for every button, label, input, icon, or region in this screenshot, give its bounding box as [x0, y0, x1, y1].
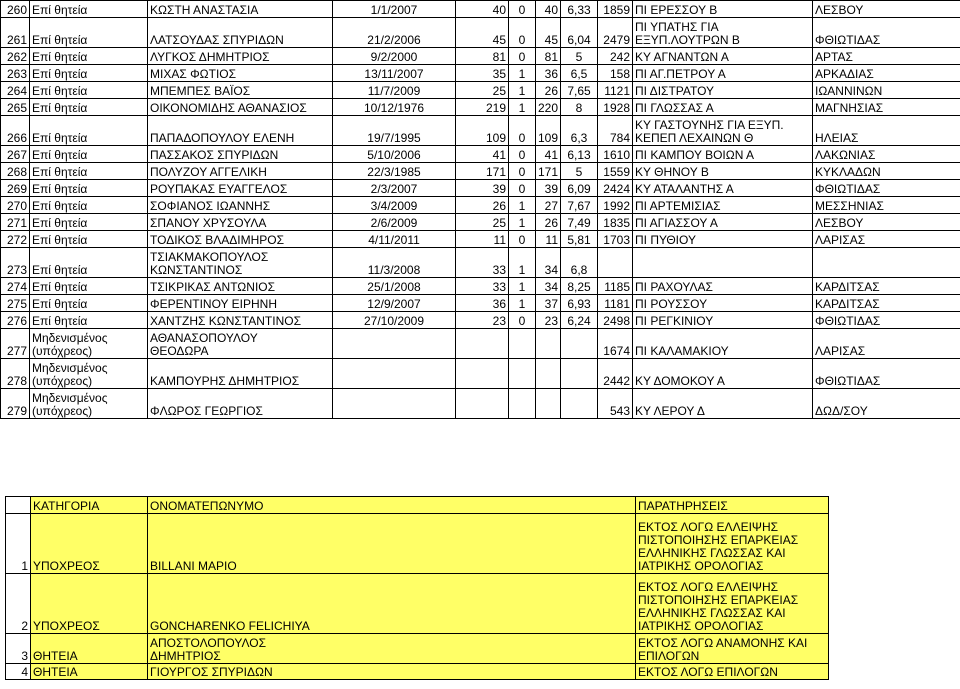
- row-number-cell: 274: [1, 278, 30, 295]
- row-number-cell: 278: [1, 359, 30, 389]
- name-cell: ΠΟΛΥΖΟΥ ΑΓΓΕΛΙΚΗ: [148, 163, 333, 180]
- table-row: [1, 65, 960, 82]
- value-b-cell: [509, 389, 536, 419]
- row-number-cell: 267: [1, 146, 30, 163]
- table-row: [1, 248, 960, 278]
- table-row: [1, 1, 960, 18]
- value-a-cell: 23: [456, 312, 509, 329]
- value-a-cell: 25: [456, 82, 509, 99]
- table-row: [1, 359, 960, 389]
- category-cell: Επί θητεία: [30, 1, 148, 18]
- code-cell: 2498: [598, 312, 633, 329]
- date-cell: 21/2/2006: [333, 18, 456, 48]
- prefecture-cell: ΑΡΚΑΔΙΑΣ: [813, 65, 960, 82]
- value-total-cell: 36: [536, 65, 561, 82]
- name-cell: ΛΑΤΣΟΥΔΑΣ ΣΠΥΡΙΔΩΝ: [148, 18, 333, 48]
- score-cell: 5: [561, 163, 598, 180]
- table-row: [6, 514, 829, 574]
- value-b-cell: 0: [509, 18, 536, 48]
- category-cell: Επί θητεία: [30, 82, 148, 99]
- school-cell: ΚΥ ΛΕΡΟΥ Δ: [633, 389, 813, 419]
- school-cell: ΠΙ ΑΓΙΑΣΣΟΥ Α: [633, 214, 813, 231]
- code-cell: 2479: [598, 18, 633, 48]
- category-cell: Επί θητεία: [30, 278, 148, 295]
- name-cell: ΡΟΥΠΑΚΑΣ ΕΥΑΓΓΕΛΟΣ: [148, 180, 333, 197]
- value-total-cell: 37: [536, 295, 561, 312]
- score-cell: 6,93: [561, 295, 598, 312]
- row-number-cell: 268: [1, 163, 30, 180]
- value-total-cell: 45: [536, 18, 561, 48]
- name-cell: ΤΣΙΚΡΙΚΑΣ ΑΝΤΩΝΙΟΣ: [148, 278, 333, 295]
- score-cell: 7,67: [561, 197, 598, 214]
- code-cell: 1185: [598, 278, 633, 295]
- value-total-cell: 81: [536, 48, 561, 65]
- score-cell: 8: [561, 99, 598, 116]
- name-cell: ΟΙΚΟΝΟΜΙΔΗΣ ΑΘΑΝΑΣΙΟΣ: [148, 99, 333, 116]
- value-b-cell: [509, 329, 536, 359]
- table-row: [1, 99, 960, 116]
- date-cell: 12/9/2007: [333, 295, 456, 312]
- code-cell: 1610: [598, 146, 633, 163]
- name-cell: ΛΥΓΚΟΣ ΔΗΜΗΤΡΙΟΣ: [148, 48, 333, 65]
- header-notes: ΠΑΡΑΤΗΡΗΣΕΙΣ: [636, 497, 829, 514]
- category-cell: Επί θητεία: [30, 295, 148, 312]
- header-index-cell: [6, 497, 31, 514]
- code-cell: 1559: [598, 163, 633, 180]
- table-row: [1, 389, 960, 419]
- table-row: [1, 312, 960, 329]
- table-row: [1, 231, 960, 248]
- row-number-cell: 263: [1, 65, 30, 82]
- name-cell: BILLANI ΜΑΡΙΟ: [148, 514, 636, 574]
- prefecture-cell: ΔΩΔ/ΣΟΥ: [813, 389, 960, 419]
- row-number-cell: 275: [1, 295, 30, 312]
- category-cell: ΘΗΤΕΙΑ: [31, 634, 148, 664]
- code-cell: 1835: [598, 214, 633, 231]
- score-cell: 7,49: [561, 214, 598, 231]
- date-cell: 5/10/2006: [333, 146, 456, 163]
- name-cell: ΚΩΣΤΗ ΑΝΑΣΤΑΣΙΑ: [148, 1, 333, 18]
- prefecture-cell: ΦΘΙΩΤΙΔΑΣ: [813, 18, 960, 48]
- prefecture-cell: ΛΑΡΙΣΑΣ: [813, 231, 960, 248]
- code-cell: 1859: [598, 1, 633, 18]
- table-row: [1, 163, 960, 180]
- date-cell: 10/12/1976: [333, 99, 456, 116]
- category-cell: Επί θητεία: [30, 214, 148, 231]
- name-cell: ΤΣΙΑΚΜΑΚΟΠΟΥΛΟΣ ΚΩΝΣΤΑΝΤΙΝΟΣ: [148, 248, 333, 278]
- prefecture-cell: ΑΡΤΑΣ: [813, 48, 960, 65]
- category-cell: Επί θητεία: [30, 48, 148, 65]
- school-cell: ΠΙ ΑΓ.ΠΕΤΡΟΥ Α: [633, 65, 813, 82]
- category-cell: Επί θητεία: [30, 18, 148, 48]
- date-cell: 9/2/2000: [333, 48, 456, 65]
- prefecture-cell: ΦΘΙΩΤΙΔΑΣ: [813, 359, 960, 389]
- prefecture-cell: ΦΘΙΩΤΙΔΑΣ: [813, 312, 960, 329]
- school-cell: ΚΥ ΑΤΑΛΑΝΤΗΣ Α: [633, 180, 813, 197]
- value-b-cell: 1: [509, 65, 536, 82]
- name-cell: ΣΟΦΙΑΝΟΣ ΙΩΑΝΝΗΣ: [148, 197, 333, 214]
- notes-cell: ΕΚΤΟΣ ΛΟΓΩ ΕΛΛΕΙΨΗΣ ΠΙΣΤΟΠΟΙΗΣΗΣ ΕΠΑΡΚΕΙΑΣ ΕΛΛΗΝΙΚΗΣ ΓΛΩΣΣΑΣ ΚΑΙ ΙΑΤΡΙΚΗΣ ΟΡΟΛΟΓΙΑΣ: [636, 514, 829, 574]
- table-row: [1, 295, 960, 312]
- value-b-cell: 1: [509, 99, 536, 116]
- category-cell: Επί θητεία: [30, 312, 148, 329]
- score-cell: 6,09: [561, 180, 598, 197]
- category-cell: Επί θητεία: [30, 99, 148, 116]
- value-b-cell: 0: [509, 116, 536, 146]
- prefecture-cell: [813, 248, 960, 278]
- value-total-cell: 39: [536, 180, 561, 197]
- value-total-cell: 171: [536, 163, 561, 180]
- value-total-cell: 26: [536, 214, 561, 231]
- value-a-cell: 36: [456, 295, 509, 312]
- row-number-cell: 266: [1, 116, 30, 146]
- value-b-cell: 1: [509, 214, 536, 231]
- score-cell: 6,8: [561, 248, 598, 278]
- table-row: [6, 574, 829, 634]
- row-number-cell: 264: [1, 82, 30, 99]
- school-cell: ΚΥ ΘΗΝΟΥ Β: [633, 163, 813, 180]
- row-number-cell: 2: [6, 574, 31, 634]
- school-cell: ΠΙ ΡΕΓΚΙΝΙΟΥ: [633, 312, 813, 329]
- value-b-cell: 1: [509, 82, 536, 99]
- name-cell: ΜΠΕΜΠΕΣ ΒΑΪΟΣ: [148, 82, 333, 99]
- date-cell: [333, 329, 456, 359]
- code-cell: 1703: [598, 231, 633, 248]
- date-cell: 19/7/1995: [333, 116, 456, 146]
- value-total-cell: 23: [536, 312, 561, 329]
- prefecture-cell: ΜΕΣΣΗΝΙΑΣ: [813, 197, 960, 214]
- category-cell: Επί θητεία: [30, 180, 148, 197]
- prefecture-cell: ΚΥΚΛΑΔΩΝ: [813, 163, 960, 180]
- header-name: ΟΝΟΜΑΤΕΠΩΝΥΜΟ: [148, 497, 636, 514]
- exceptions-table: [5, 496, 829, 680]
- code-cell: 1992: [598, 197, 633, 214]
- name-cell: ΣΠΑΝΟΥ ΧΡΥΣΟΥΛΑ: [148, 214, 333, 231]
- code-cell: 2442: [598, 359, 633, 389]
- value-b-cell: [509, 359, 536, 389]
- row-number-cell: 265: [1, 99, 30, 116]
- value-a-cell: 33: [456, 278, 509, 295]
- value-a-cell: 171: [456, 163, 509, 180]
- table-row: [1, 180, 960, 197]
- row-number-cell: 277: [1, 329, 30, 359]
- value-total-cell: [536, 389, 561, 419]
- prefecture-cell: ΛΕΣΒΟΥ: [813, 214, 960, 231]
- value-a-cell: 35: [456, 65, 509, 82]
- value-a-cell: 11: [456, 231, 509, 248]
- code-cell: 2424: [598, 180, 633, 197]
- value-b-cell: 1: [509, 248, 536, 278]
- category-cell: Επί θητεία: [30, 146, 148, 163]
- date-cell: 27/10/2009: [333, 312, 456, 329]
- value-a-cell: 41: [456, 146, 509, 163]
- value-b-cell: 0: [509, 231, 536, 248]
- value-a-cell: 25: [456, 214, 509, 231]
- row-number-cell: 272: [1, 231, 30, 248]
- school-cell: ΚΥ ΔΟΜΟΚΟΥ Α: [633, 359, 813, 389]
- name-cell: ΜΙΧΑΣ ΦΩΤΙΟΣ: [148, 65, 333, 82]
- school-cell: ΠΙ ΠΥΘΙΟΥ: [633, 231, 813, 248]
- score-cell: [561, 329, 598, 359]
- name-cell: ΦΕΡΕΝΤΙΝΟΥ ΕΙΡΗΝΗ: [148, 295, 333, 312]
- category-cell: ΘΗΤΕΙΑ: [31, 664, 148, 680]
- name-cell: ΑΘΑΝΑΣΟΠΟΥΛΟΥ ΘΕΟΔΩΡΑ: [148, 329, 333, 359]
- prefecture-cell: ΛΑΚΩΝΙΑΣ: [813, 146, 960, 163]
- date-cell: 2/3/2007: [333, 180, 456, 197]
- value-b-cell: 0: [509, 48, 536, 65]
- category-cell: Μηδενισμένος (υπόχρεος): [30, 359, 148, 389]
- name-cell: ΓΙΟΥΡΓΟΣ ΣΠΥΡΙΔΩΝ: [148, 664, 636, 680]
- value-b-cell: 1: [509, 295, 536, 312]
- school-cell: ΠΙ ΡΑΧΟΥΛΑΣ: [633, 278, 813, 295]
- row-number-cell: 262: [1, 48, 30, 65]
- row-number-cell: 261: [1, 18, 30, 48]
- school-cell: ΠΙ ΓΛΩΣΣΑΣ Α: [633, 99, 813, 116]
- table-row: [1, 82, 960, 99]
- code-cell: 1674: [598, 329, 633, 359]
- score-cell: 7,65: [561, 82, 598, 99]
- school-cell: ΠΙ ΥΠΑΤΗΣ ΓΙΑ ΕΞΥΠ.ΛΟΥΤΡΩΝ Β: [633, 18, 813, 48]
- code-cell: 543: [598, 389, 633, 419]
- date-cell: 25/1/2008: [333, 278, 456, 295]
- table-row: [1, 197, 960, 214]
- value-total-cell: 34: [536, 278, 561, 295]
- table-row: [1, 329, 960, 359]
- name-cell: ΑΠΟΣΤΟΛΟΠΟΥΛΟΣ ΔΗΜΗΤΡΙΟΣ: [148, 634, 636, 664]
- category-cell: Επί θητεία: [30, 231, 148, 248]
- score-cell: 6,3: [561, 116, 598, 146]
- row-number-cell: 260: [1, 1, 30, 18]
- date-cell: 11/7/2009: [333, 82, 456, 99]
- row-number-cell: 270: [1, 197, 30, 214]
- score-cell: 6,24: [561, 312, 598, 329]
- row-number-cell: 276: [1, 312, 30, 329]
- code-cell: 1181: [598, 295, 633, 312]
- score-cell: 6,5: [561, 65, 598, 82]
- name-cell: ΚΑΜΠΟΥΡΗΣ ΔΗΜΗΤΡΙΟΣ: [148, 359, 333, 389]
- prefecture-cell: ΜΑΓΝΗΣΙΑΣ: [813, 99, 960, 116]
- code-cell: 1928: [598, 99, 633, 116]
- code-cell: 242: [598, 48, 633, 65]
- value-a-cell: 81: [456, 48, 509, 65]
- table-row: [1, 214, 960, 231]
- score-cell: 6,33: [561, 1, 598, 18]
- value-b-cell: 0: [509, 1, 536, 18]
- value-a-cell: 26: [456, 197, 509, 214]
- table-row: [1, 278, 960, 295]
- date-cell: [333, 389, 456, 419]
- category-cell: Επί θητεία: [30, 197, 148, 214]
- value-b-cell: 0: [509, 146, 536, 163]
- value-a-cell: [456, 389, 509, 419]
- value-a-cell: 39: [456, 180, 509, 197]
- category-cell: Επί θητεία: [30, 65, 148, 82]
- school-cell: ΠΙ ΔΙΣΤΡΑΤΟΥ: [633, 82, 813, 99]
- row-number-cell: 4: [6, 664, 31, 680]
- code-cell: 784: [598, 116, 633, 146]
- name-cell: ΠΑΠΑΔΟΠΟΥΛΟΥ ΕΛΕΝΗ: [148, 116, 333, 146]
- school-cell: ΠΙ ΚΑΜΠΟΥ ΒΟΙΩΝ Α: [633, 146, 813, 163]
- table-row: [1, 48, 960, 65]
- school-cell: ΚΥ ΓΑΣΤΟΥΝΗΣ ΓΙΑ ΕΞΥΠ. ΚΕΠΕΠ ΛΕΧΑΙΝΩΝ Θ: [633, 116, 813, 146]
- row-number-cell: 1: [6, 514, 31, 574]
- category-cell: Μηδενισμένος (υπόχρεος): [30, 329, 148, 359]
- notes-cell: ΕΚΤΟΣ ΛΟΓΩ ΕΠΙΛΟΓΩΝ: [636, 664, 829, 680]
- school-cell: ΠΙ ΡΟΥΣΣΟΥ: [633, 295, 813, 312]
- value-total-cell: 41: [536, 146, 561, 163]
- value-total-cell: 40: [536, 1, 561, 18]
- category-cell: Επί θητεία: [30, 248, 148, 278]
- date-cell: 4/11/2011: [333, 231, 456, 248]
- category-cell: Επί θητεία: [30, 116, 148, 146]
- school-cell: ΠΙ ΚΑΛΑΜΑΚΙΟΥ: [633, 329, 813, 359]
- date-cell: 11/3/2008: [333, 248, 456, 278]
- school-cell: ΠΙ ΑΡΤΕΜΙΣΙΑΣ: [633, 197, 813, 214]
- prefecture-cell: ΛΕΣΒΟΥ: [813, 1, 960, 18]
- score-cell: 5,81: [561, 231, 598, 248]
- row-number-cell: 279: [1, 389, 30, 419]
- name-cell: GONCHARENKO FELICHIYA: [148, 574, 636, 634]
- value-total-cell: 11: [536, 231, 561, 248]
- table-row: [1, 146, 960, 163]
- school-cell: ΚΥ ΑΓΝΑΝΤΩΝ Α: [633, 48, 813, 65]
- category-cell: Επί θητεία: [30, 163, 148, 180]
- value-a-cell: 219: [456, 99, 509, 116]
- value-b-cell: 0: [509, 180, 536, 197]
- school-cell: [633, 248, 813, 278]
- value-total-cell: 109: [536, 116, 561, 146]
- value-total-cell: 220: [536, 99, 561, 116]
- prefecture-cell: ΗΛΕΙΑΣ: [813, 116, 960, 146]
- value-b-cell: 1: [509, 197, 536, 214]
- date-cell: [333, 359, 456, 389]
- value-a-cell: 40: [456, 1, 509, 18]
- date-cell: 2/6/2009: [333, 214, 456, 231]
- prefecture-cell: ΛΑΡΙΣΑΣ: [813, 329, 960, 359]
- value-b-cell: 0: [509, 312, 536, 329]
- score-cell: 8,25: [561, 278, 598, 295]
- value-b-cell: 0: [509, 163, 536, 180]
- value-a-cell: [456, 329, 509, 359]
- name-cell: ΦΛΩΡΟΣ ΓΕΩΡΓΙΟΣ: [148, 389, 333, 419]
- table-row: [1, 18, 960, 48]
- value-a-cell: [456, 359, 509, 389]
- value-total-cell: 26: [536, 82, 561, 99]
- score-cell: [561, 389, 598, 419]
- date-cell: 3/4/2009: [333, 197, 456, 214]
- date-cell: 1/1/2007: [333, 1, 456, 18]
- school-cell: ΠΙ ΕΡΕΣΣΟΥ Β: [633, 1, 813, 18]
- table-row: [6, 664, 829, 680]
- prefecture-cell: ΙΩΑΝΝΙΝΩΝ: [813, 82, 960, 99]
- row-number-cell: 273: [1, 248, 30, 278]
- value-a-cell: 109: [456, 116, 509, 146]
- value-total-cell: 34: [536, 248, 561, 278]
- code-cell: 1121: [598, 82, 633, 99]
- row-number-cell: 3: [6, 634, 31, 664]
- header-category: ΚΑΤΗΓΟΡΙΑ: [31, 497, 148, 514]
- table-row: [1, 116, 960, 146]
- date-cell: 13/11/2007: [333, 65, 456, 82]
- category-cell: ΥΠΟΧΡΕΟΣ: [31, 574, 148, 634]
- exceptions-header-row: [6, 497, 829, 514]
- notes-cell: ΕΚΤΟΣ ΛΟΓΩ ΑΝΑΜΟΝΗΣ ΚΑΙ ΕΠΙΛΟΓΩΝ: [636, 634, 829, 664]
- row-number-cell: 271: [1, 214, 30, 231]
- code-cell: 158: [598, 65, 633, 82]
- prefecture-cell: ΦΘΙΩΤΙΔΑΣ: [813, 180, 960, 197]
- prefecture-cell: ΚΑΡΔΙΤΣΑΣ: [813, 278, 960, 295]
- date-cell: 22/3/1985: [333, 163, 456, 180]
- name-cell: ΧΑΝΤΖΗΣ ΚΩΝΣΤΑΝΤΙΝΟΣ: [148, 312, 333, 329]
- score-cell: 6,13: [561, 146, 598, 163]
- score-cell: 5: [561, 48, 598, 65]
- name-cell: ΤΟΔΙΚΟΣ ΒΛΑΔΙΜΗΡΟΣ: [148, 231, 333, 248]
- category-cell: Μηδενισμένος (υπόχρεος): [30, 389, 148, 419]
- name-cell: ΠΑΣΣΑΚΟΣ ΣΠΥΡΙΔΩΝ: [148, 146, 333, 163]
- row-number-cell: 269: [1, 180, 30, 197]
- value-total-cell: 27: [536, 197, 561, 214]
- score-cell: 6,04: [561, 18, 598, 48]
- code-cell: [598, 248, 633, 278]
- prefecture-cell: ΚΑΡΔΙΤΣΑΣ: [813, 295, 960, 312]
- notes-cell: ΕΚΤΟΣ ΛΟΓΩ ΕΛΛΕΙΨΗΣ ΠΙΣΤΟΠΟΙΗΣΗΣ ΕΠΑΡΚΕΙΑΣ ΕΛΛΗΝΙΚΗΣ ΓΛΩΣΣΑΣ ΚΑΙ ΙΑΤΡΙΚΗΣ ΟΡΟΛΟΓΙΑΣ: [636, 574, 829, 634]
- score-cell: [561, 359, 598, 389]
- category-cell: ΥΠΟΧΡΕΟΣ: [31, 514, 148, 574]
- value-total-cell: [536, 329, 561, 359]
- value-total-cell: [536, 359, 561, 389]
- value-a-cell: 45: [456, 18, 509, 48]
- value-a-cell: 33: [456, 248, 509, 278]
- table-row: [6, 634, 829, 664]
- value-b-cell: 1: [509, 278, 536, 295]
